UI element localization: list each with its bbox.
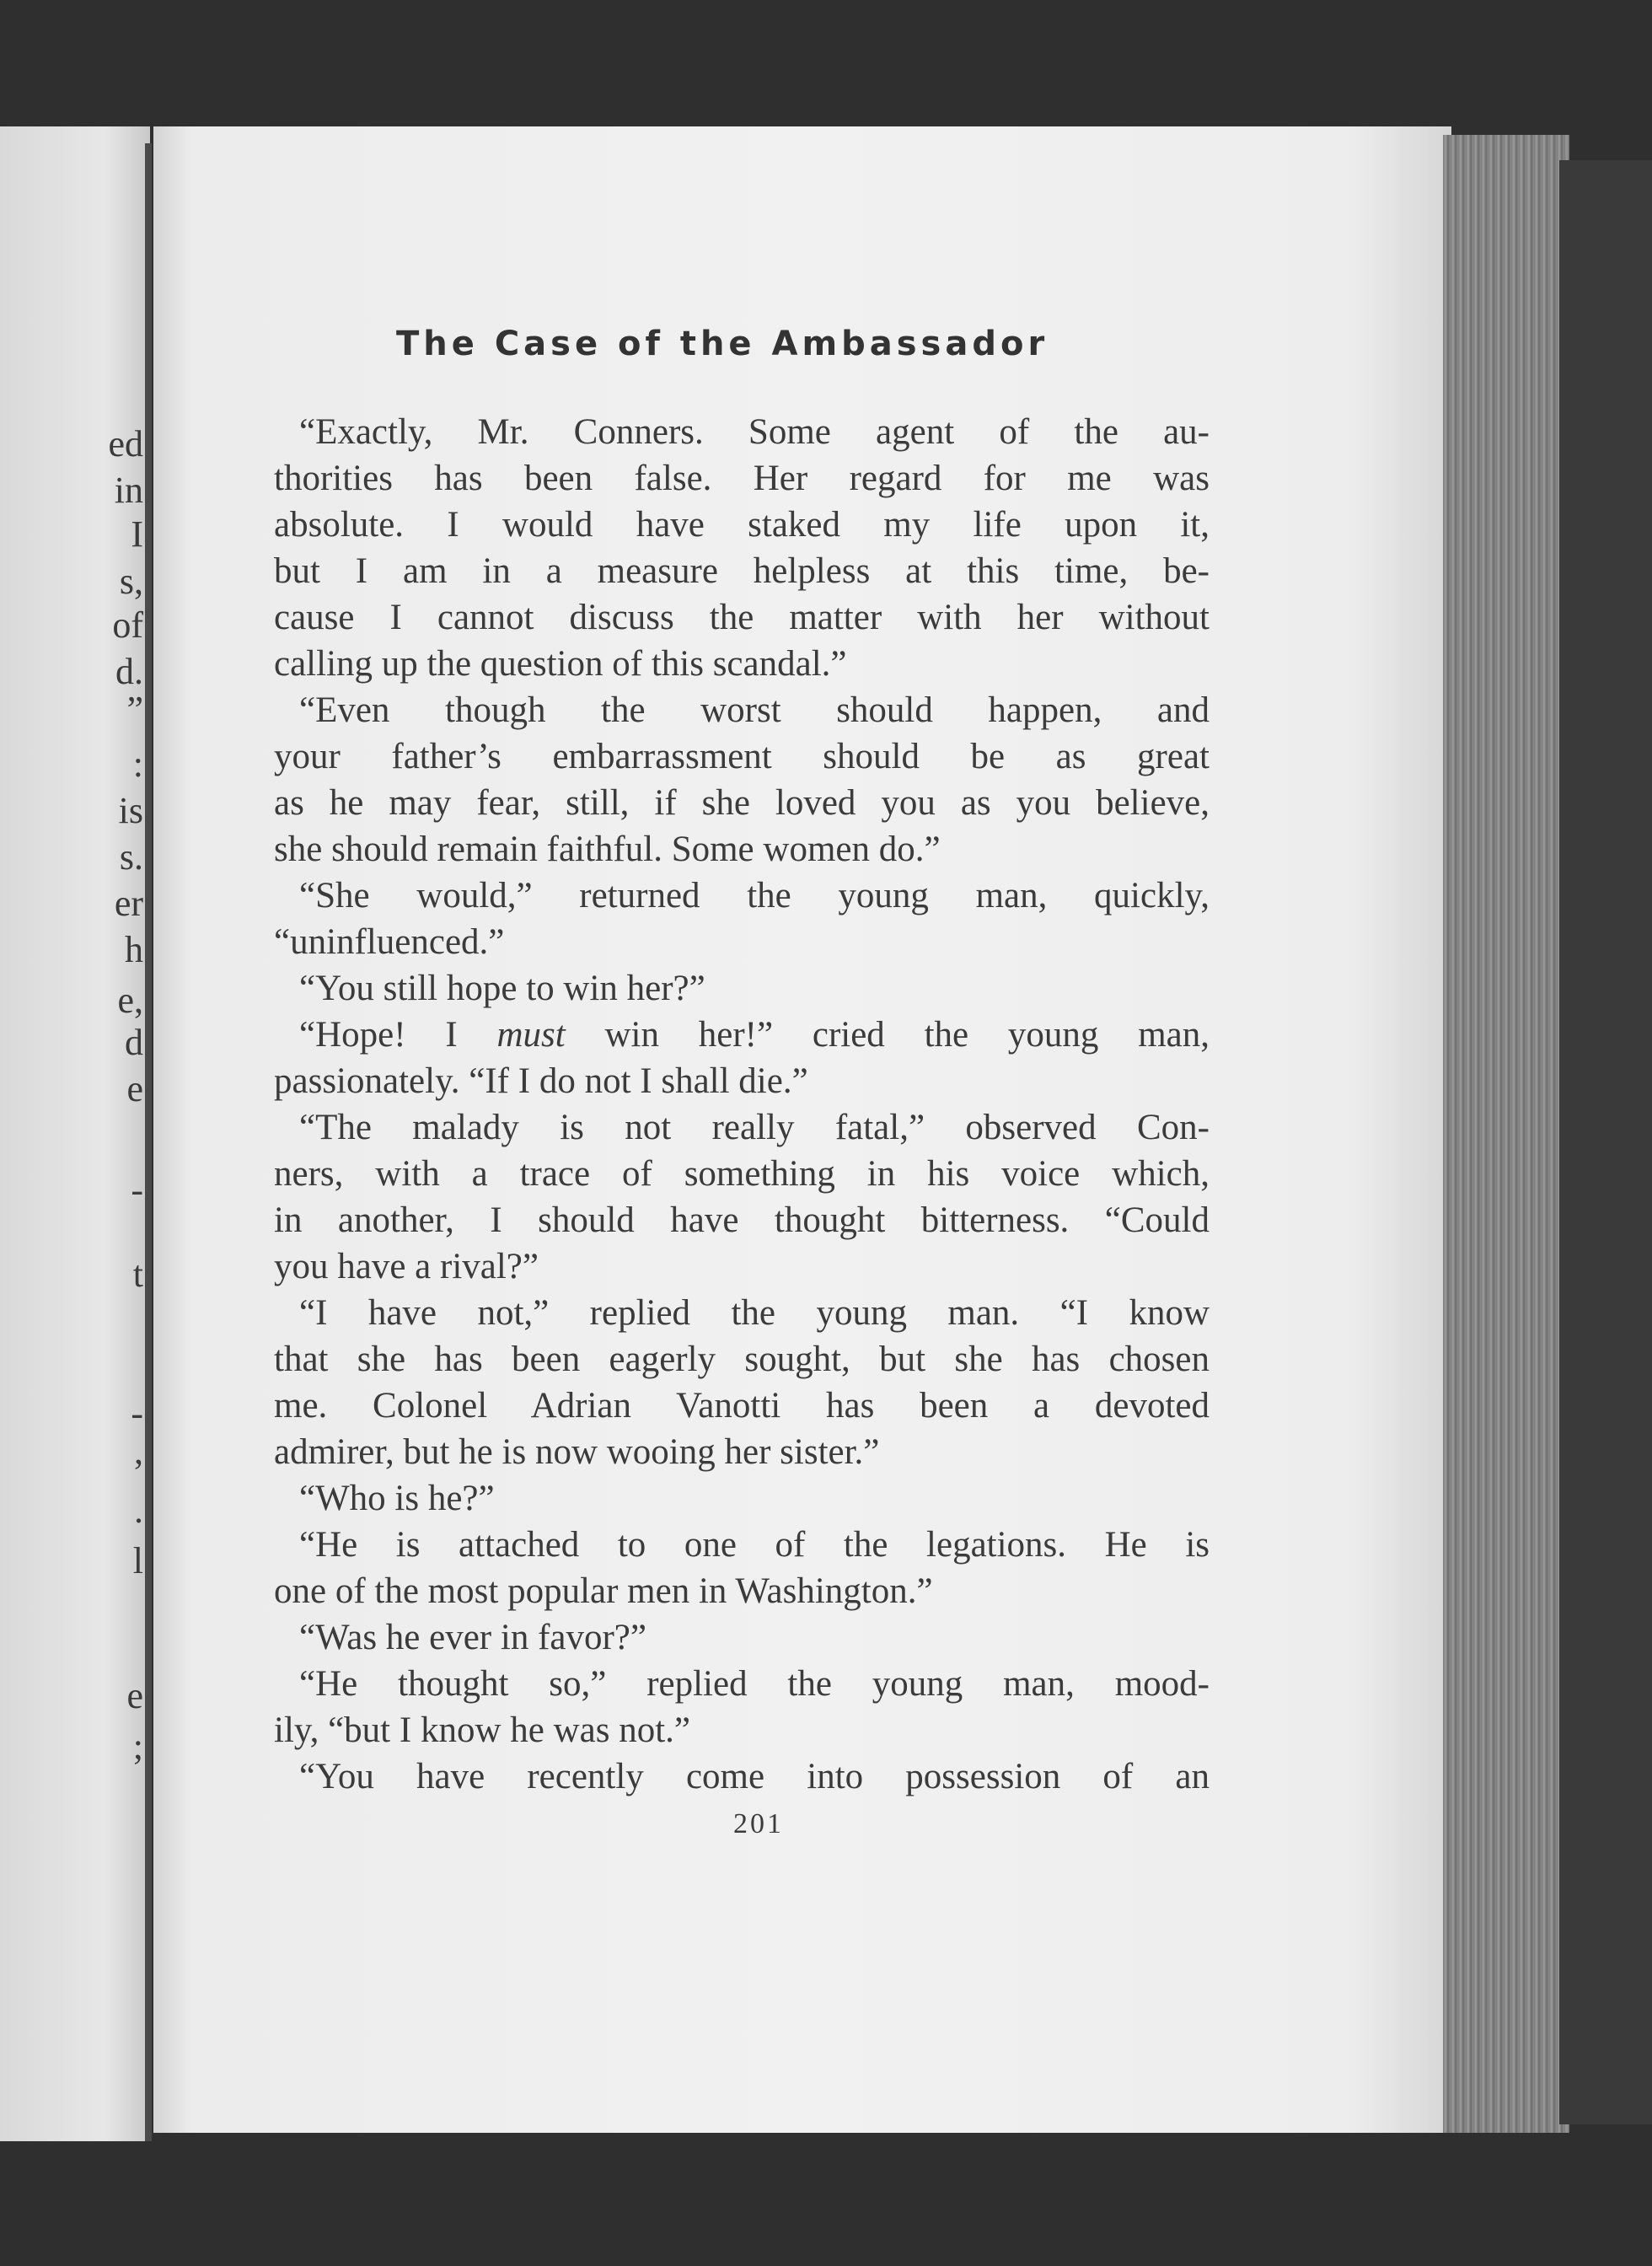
previous-page-fragment: s,: [119, 561, 143, 602]
text-line: “Was he ever in favor?”: [299, 1618, 646, 1657]
previous-page-fragment: -: [131, 1393, 143, 1434]
text-line: “He thought so,” replied the young man, mood-: [299, 1664, 1210, 1704]
page-edges: [1443, 135, 1569, 2133]
previous-page-fragment: e: [126, 1675, 143, 1716]
text-line: you have a rival?”: [274, 1247, 539, 1286]
text-line: she should remain faithful. Some women do.”: [274, 830, 941, 869]
previous-page-fragment: d.: [115, 651, 143, 692]
text-line: “Even though the worst should happen, and: [299, 690, 1210, 730]
text-line: “The malady is not really fatal,” observed Con-: [299, 1108, 1210, 1147]
page-number: 201: [733, 1808, 784, 1839]
page-edges-shadow: [1559, 160, 1652, 2124]
text-line: thorities has been false. Her regard for me was: [274, 459, 1210, 498]
text-line: that she has been eagerly sought, but she has chosen: [274, 1340, 1210, 1379]
text-line: as he may fear, still, if she loved you as you believe,: [274, 783, 1210, 823]
previous-page-fragment: I: [131, 513, 143, 555]
text-line: cause I cannot discuss the matter with her without: [274, 598, 1210, 637]
previous-page-fragment: d: [125, 1022, 143, 1063]
text-line: “I have not,” replied the young man. “I know: [299, 1293, 1210, 1333]
text-line: me. Colonel Adrian Vanotti has been a devoted: [274, 1386, 1210, 1426]
text-line: one of the most popular men in Washington.”: [274, 1571, 933, 1611]
previous-page-fragment: e,: [117, 980, 143, 1021]
previous-page-fragment: e: [126, 1068, 143, 1109]
text-line: in another, I should have thought bitterness. “Could: [274, 1200, 1210, 1240]
text-line: ners, with a trace of something in his voice which,: [274, 1154, 1210, 1194]
previous-page-fragment: .: [134, 1490, 143, 1531]
previous-page-fragment: ”: [126, 689, 143, 730]
running-head: The Case of the Ambassador: [396, 325, 1049, 363]
previous-page-fragment: l: [132, 1540, 143, 1581]
previous-page-fragment: ;: [132, 1726, 143, 1767]
previous-page-fragment: of: [112, 604, 143, 646]
previous-page-fragment: ed: [108, 423, 143, 464]
previous-page-fragment: :: [132, 744, 143, 785]
emphasis: must: [496, 1015, 566, 1055]
text-line: admirer, but he is now wooing her sister.”: [274, 1432, 880, 1472]
text-line: your father’s embarrassment should be as great: [274, 737, 1210, 776]
text-line: “She would,” returned the young man, quickly,: [299, 876, 1210, 916]
text-line: “uninfluenced.”: [274, 922, 505, 962]
previous-page-fragment: in: [114, 470, 143, 511]
text-line: “You have recently come into possession of an: [299, 1757, 1210, 1796]
text-line: but I am in a measure helpless at this time, be-: [274, 551, 1210, 591]
text-line: ily, “but I know he was not.”: [274, 1710, 690, 1750]
previous-page-fragment: h: [125, 929, 143, 970]
previous-page-fragment: er: [114, 883, 143, 924]
text-line: absolute. I would have staked my life upon it,: [274, 505, 1210, 545]
previous-page-fragment: t: [132, 1254, 143, 1295]
text-line: passionately. “If I do not I shall die.”: [274, 1061, 808, 1101]
text-line: “You still hope to win her?”: [299, 969, 705, 1008]
text-line: “Who is he?”: [299, 1479, 495, 1518]
text-line: “Hope! I must win her!” cried the young man,: [299, 1015, 1210, 1055]
book-gutter: [145, 143, 152, 2141]
text-line: “Exactly, Mr. Conners. Some agent of the au-: [299, 412, 1210, 452]
previous-page-fragment: ,: [134, 1431, 143, 1472]
previous-page-fragment: -: [131, 1169, 143, 1211]
previous-page-fragment: is: [118, 790, 143, 831]
body-text: [274, 409, 1210, 1800]
previous-page-fragment: s.: [119, 836, 143, 878]
text-line: “He is attached to one of the legations. He is: [299, 1525, 1210, 1565]
text-line: calling up the question of this scandal.”: [274, 644, 847, 684]
